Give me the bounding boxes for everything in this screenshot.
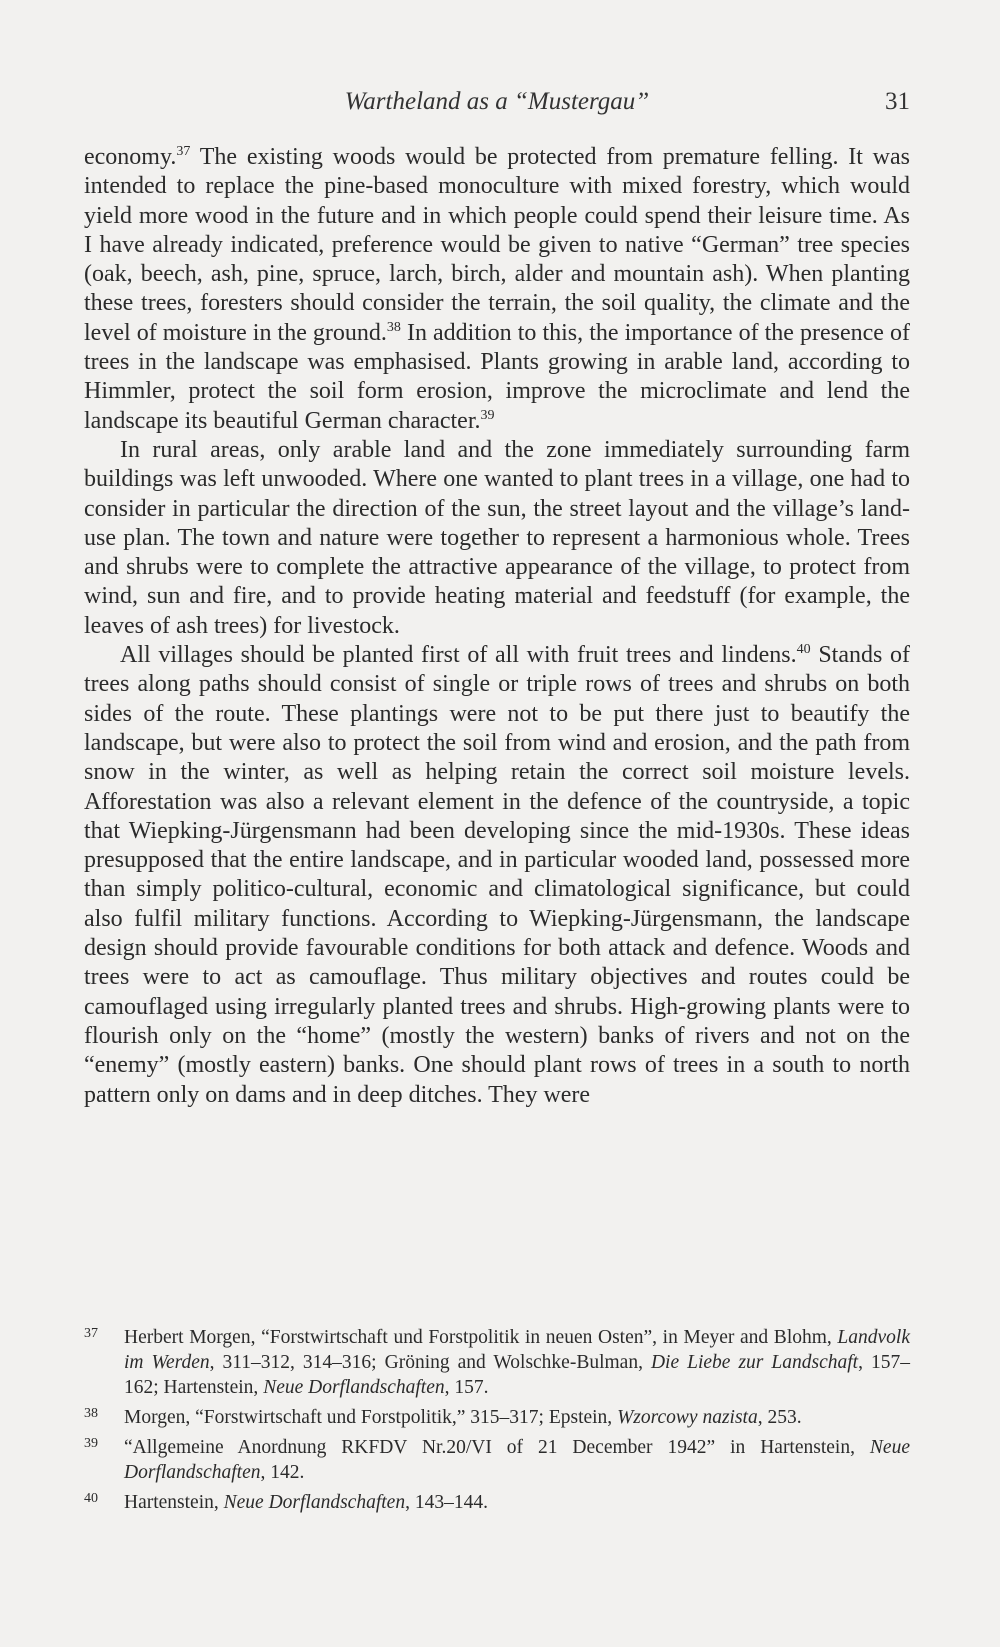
footnote-title: Landvolk im Werden	[124, 1327, 910, 1373]
body-text	[84, 143, 910, 1110]
footnote-39	[84, 1435, 910, 1485]
running-head	[84, 84, 910, 120]
footnote-ref: 38	[386, 319, 401, 335]
footnote-text: , 311–312, 314–316; Gröning and Wolschke-Bulman,	[209, 1352, 651, 1373]
paragraph-text: Stands of trees along paths should consist of single or triple rows of trees and shrubs on both sides of the route. These plantings were not to be put there just to beautify the landscape, but were also to protect the soil from wind and erosion, and the path from snow in the winter, as well as helping retain the correct soil moisture levels. Afforestation was also a relevant element in the defence of the countryside, a topic that Wiepking-Jürgensmann had been developing since the mid-1930s. These ideas presupposed that the entire landscape, and in particular wooded land, possessed more than simply politico-cultural, economic and climatological significance, but could also fulfil military functions. According to Wiepking-Jürgensmann, the landscape design should provide favourable conditions for both attack and defence. Woods and trees were to act as camouflage. Thus military objectives and routes could be camouflaged using irregularly planted trees and shrubs. High-growing plants were to flourish only on the “home” (mostly the western) banks of rivers and not on the “enemy” (mostly eastern) banks. One should plant rows of trees in a south to north pattern only on dams and in deep ditches. They were	[84, 642, 911, 1108]
paragraph-text: All villages should be planted first of all with fruit trees and lindens.	[120, 642, 797, 669]
footnotes	[84, 1325, 910, 1520]
footnote-ref: 37	[176, 144, 191, 159]
paragraph-text: economy.	[84, 144, 177, 170]
footnote-text: , 143–144.	[405, 1492, 488, 1513]
footnote-40	[84, 1490, 910, 1515]
footnote-number: 38	[84, 1406, 98, 1421]
footnote-number: 40	[84, 1491, 98, 1506]
footnote-text: Morgen, “Forstwirtschaft und Forstpolitik,” 315–317; Epstein,	[124, 1407, 618, 1428]
footnote-number: 39	[84, 1436, 98, 1451]
footnote-title: Die Liebe zur Landschaft	[650, 1352, 859, 1373]
footnote-text: , 253.	[757, 1407, 802, 1428]
paragraph-2: In rural areas, only arable land and the zone immediately surrounding farm buildings was left unwooded. Where one wanted to plant trees in a village, one had to consider in particular the direction of the sun, the street layout and the village’s land-use plan. The town and nature were together to represent a harmonious whole. Trees and shrubs were to complete the attractive appearance of the village, to protect from wind, sun and fire, and to provide heating material and feedstuff (for example, the leaves of ash trees) for livestock.	[84, 436, 910, 639]
paragraph-3	[84, 641, 910, 1110]
page-number: 31	[885, 88, 910, 115]
footnote-text: , 157–162; Hartenstein,	[124, 1352, 910, 1398]
footnote-text: “Allgemeine Anordnung RKFDV Nr.20/VI of 21 December 1942” in Hartenstein,	[124, 1437, 870, 1458]
footnote-title: Wzorcowy nazista	[617, 1407, 758, 1428]
paragraph-text: The existing woods would be protected from premature felling. It was intended to replace the pine-based monoculture with mixed forestry, which would yield more wood in the future and in which people could spend their leisure time. As I have already indicated, preference would be given to native “German” tree species (oak, beech, ash, pine, spruce, larch, birch, alder and mountain ash). When planting these trees, foresters should consider the terrain, the soil quality, the climate and the level of moisture in the ground.	[84, 144, 910, 346]
footnote-ref: 39	[480, 407, 495, 423]
running-title: Wartheland as a “Mustergau”	[344, 88, 650, 115]
footnote-38	[84, 1405, 910, 1430]
footnote-37	[84, 1325, 910, 1400]
paragraph-text: In addition to this, the importance of the presence of trees in the landscape was emphasised. Plants growing in arable land, according to Himmler, protect the soil form erosion, improve the microclimate and lend the landscape its beautiful German character.	[84, 319, 911, 434]
paragraph-1	[84, 143, 910, 436]
footnote-text: , 157.	[444, 1377, 489, 1398]
footnote-number: 37	[84, 1326, 98, 1341]
footnote-text: Herbert Morgen, “Forstwirtschaft und Forstpolitik in neuen Osten”, in Meyer and Blohm,	[124, 1327, 838, 1348]
footnote-title: Neue Dorflandschaften	[124, 1437, 910, 1483]
footnote-text: Hartenstein,	[124, 1492, 224, 1513]
footnote-text: , 142.	[260, 1462, 305, 1483]
footnote-ref: 40	[796, 642, 811, 658]
footnote-title: Neue Dorflandschaften	[263, 1377, 445, 1398]
footnote-title: Neue Dorflandschaften	[223, 1492, 406, 1513]
